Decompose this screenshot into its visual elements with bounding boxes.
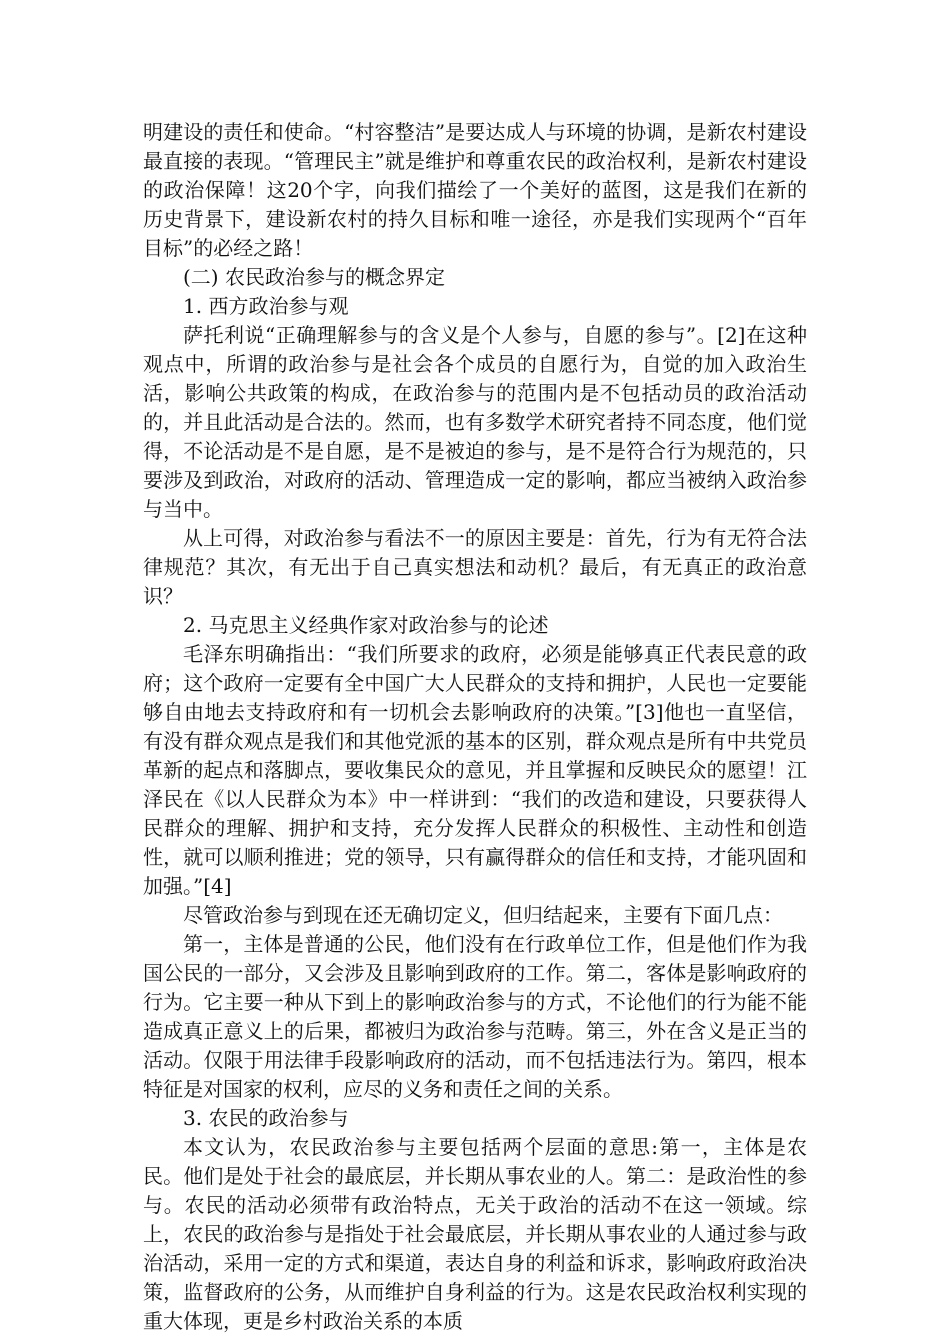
document-body (143, 118, 807, 1336)
subsection-heading: 3. 农民的政治参与 (183, 1106, 349, 1130)
body-paragraph: 本文认为，农民政治参与主要包括两个层面的意思:第一，主体是农民。他们是处于社会的最底层，并长期从事农业的人。第二：是政治性的参与。农民的活动必须带有政治特点，无关于政治的活动不在这一领域。综上，农民的政治参与是指处于社会最底层，并长期从事农业的人通过参与政治活动，采用一定的方式和渠道，表达自身的利益和诉求，影响政府政治决策，监督政府的公务，从而维护自身利益的行为。这是农民政治权利实现的重大体现，更是乡村政治关系的本质 (143, 1135, 807, 1333)
section-heading: (二) 农民政治参与的概念界定 (183, 265, 445, 289)
body-paragraph: 明建设的责任和使命。“村容整洁”是要达成人与环境的协调，是新农村建设最直接的表现。“管理民主”就是维护和尊重农民的政治权利，是新农村建设的政治保障！这20个字，向我们描绘了一个美好的蓝图，这是我们在新的历史背景下，建设新农村的持久目标和唯一途径，亦是我们实现两个“百年目标”的必经之路！ (143, 120, 807, 260)
subsection-heading: 2. 马克思主义经典作家对政治参与的论述 (183, 613, 549, 637)
body-paragraph: 第一，主体是普通的公民，他们没有在行政单位工作，但是他们作为我国公民的一部分，又会涉及且影响到政府的工作。第二，客体是影响政府的行为。它主要一种从下到上的影响政治参与的方式，不论他们的行为能不能造成真正意义上的后果，都被归为政治参与范畴。第三，外在含义是正当的活动。仅限于用法律手段影响政府的活动，而不包括违法行为。第四，根本特征是对国家的权利，应尽的义务和责任之间的关系。 (143, 932, 807, 1101)
body-paragraph: 毛泽东明确指出：“我们所要求的政府，必须是能够真正代表民意的政府；这个政府一定要有全中国广大人民群众的支持和拥护，人民也一定要能够自由地去支持政府和有一切机会去影响政府的决策。”[3]他也一直坚信，有没有群众观点是我们和其他党派的基本的区别，群众观点是所有中共党员革新的起点和落脚点，要收集民众的意见，并且掌握和反映民众的愿望！江泽民在《以人民群众为本》中一样讲到：“我们的改造和建设，只要获得人民群众的理解、拥护和支持，充分发挥人民群众的积极性、主动性和创造性，就可以顺利推进；党的领导，只有赢得群众的信任和支持，才能巩固和加强。”[4] (143, 642, 807, 898)
body-paragraph: 从上可得，对政治参与看法不一的原因主要是：首先，行为有无符合法律规范？其次，有无出于自己真实想法和动机？最后，有无真正的政治意识？ (143, 526, 807, 608)
body-paragraph: 萨托利说“正确理解参与的含义是个人参与，自愿的参与”。[2]在这种观点中，所谓的政治参与是社会各个成员的自愿行为，自觉的加入政治生活，影响公共政策的构成，在政治参与的范围内是不包括动员的政治活动的，并且此活动是合法的。然而，也有多数学术研究者持不同态度，他们觉得，不论活动是不是自愿，是不是被迫的参与，是不是符合行为规范的，只要涉及到政治，对政府的活动、管理造成一定的影响，都应当被纳入政治参与当中。 (143, 323, 807, 521)
subsection-heading: 1. 西方政治参与观 (183, 294, 349, 318)
body-paragraph: 尽管政治参与到现在还无确切定义，但归结起来，主要有下面几点： (183, 903, 783, 927)
